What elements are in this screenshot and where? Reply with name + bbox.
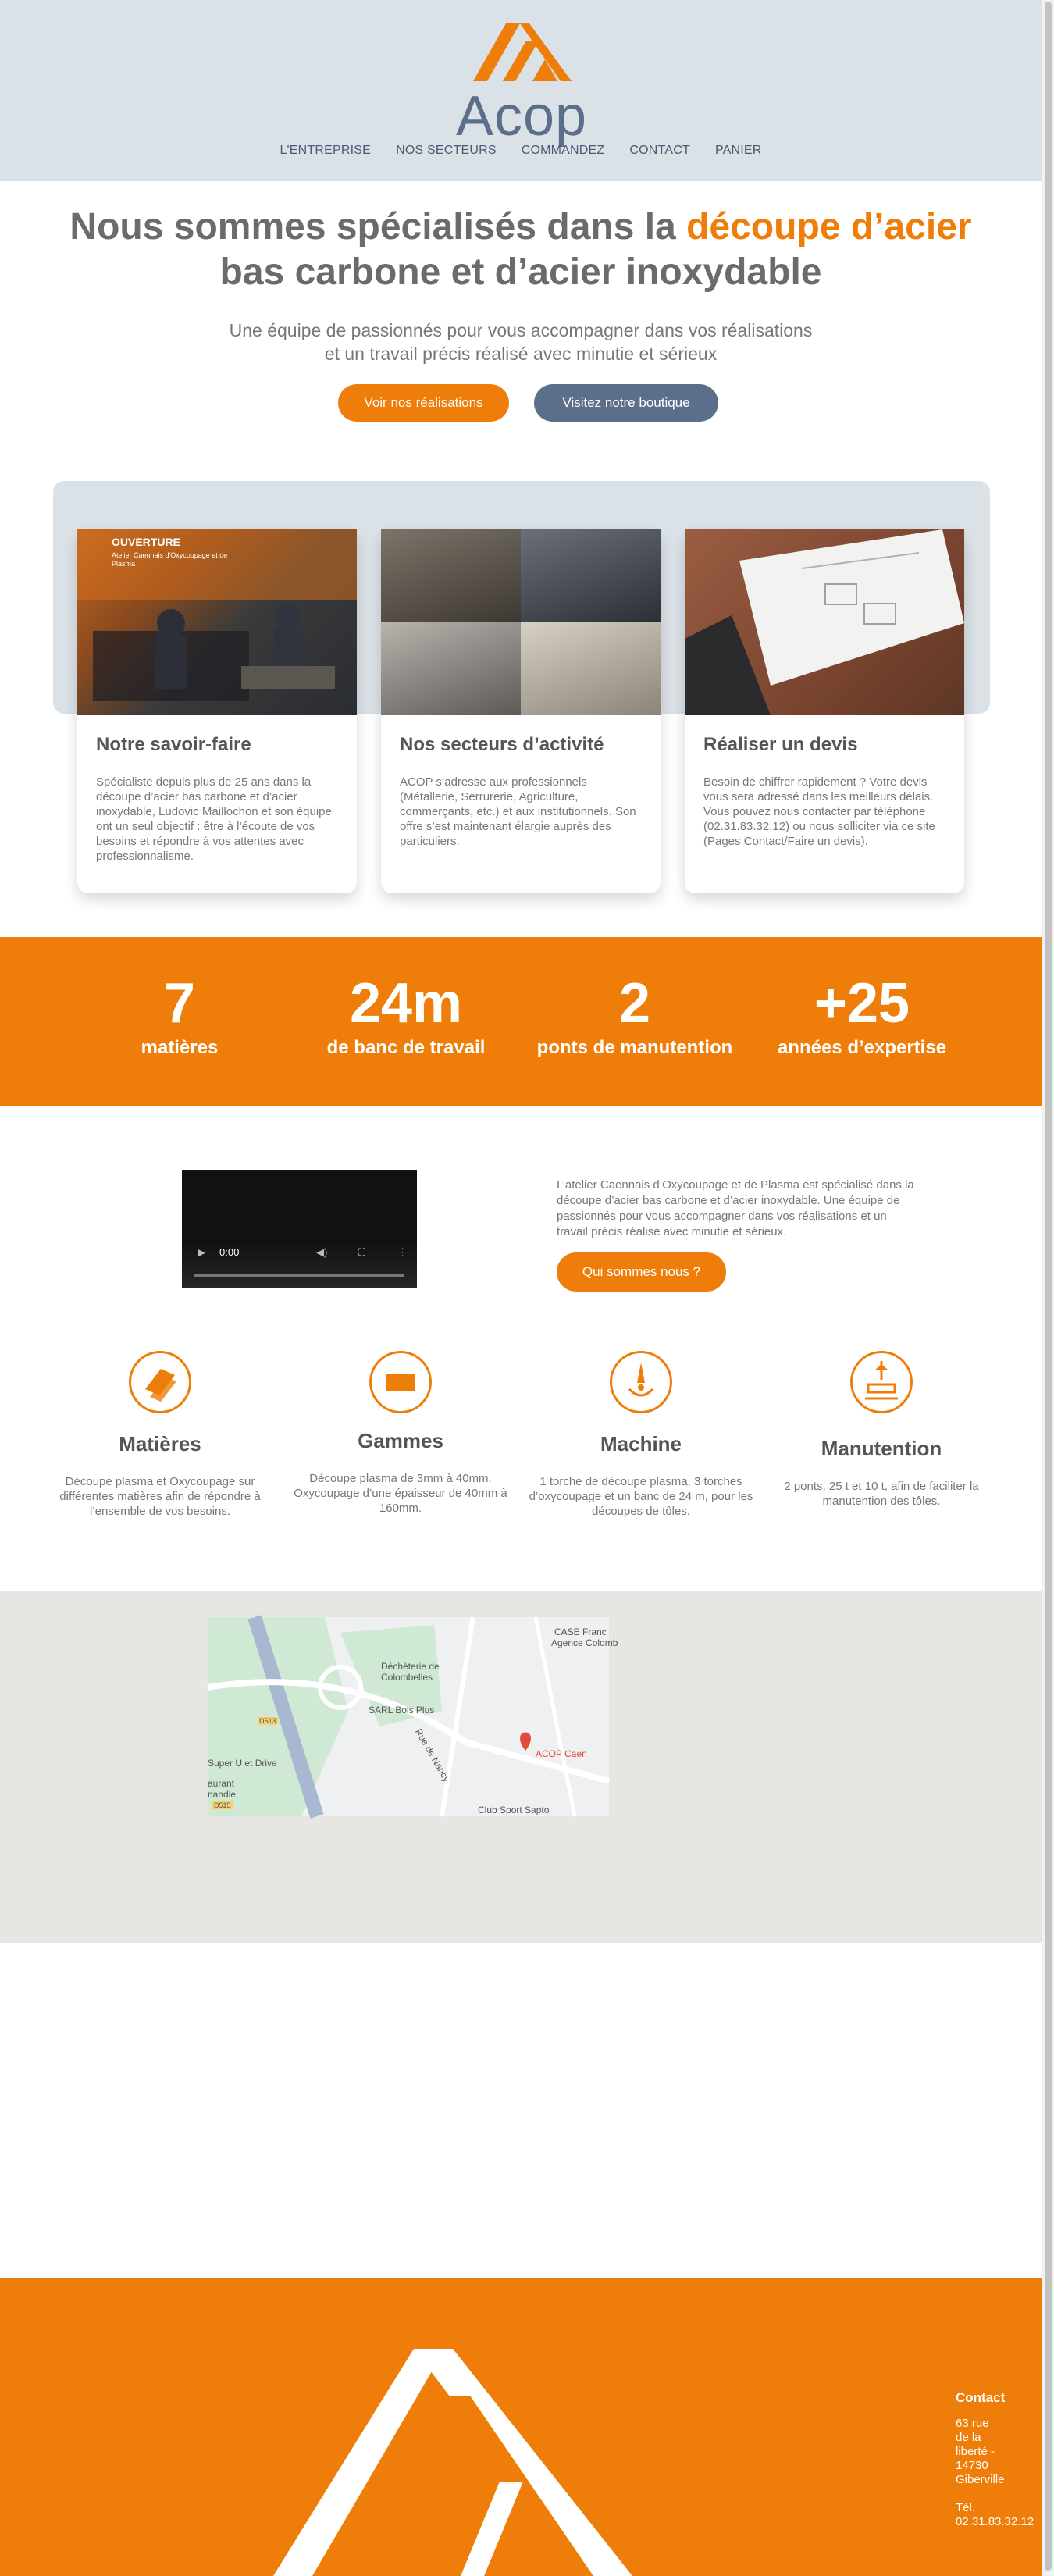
sectors-collage-image [381, 529, 661, 715]
video-player[interactable] [182, 1170, 417, 1288]
map-label: CASE Franc [554, 1626, 607, 1637]
feature-machine [524, 1351, 758, 1523]
map-label: Super U et Drive [208, 1758, 277, 1769]
stat-label: de banc de travail [326, 1037, 486, 1058]
feature-gammes [283, 1351, 518, 1523]
stat-number: 7 [163, 972, 196, 1035]
sheets-icon [129, 1351, 191, 1413]
stat-banc [289, 971, 523, 1059]
map-label: Rue de Nancy [412, 1726, 453, 1784]
card-text: Besoin de chiffrer rapidement ? Votre devis vous sera adressé dans les meilleurs délais. Vous pouvez nous contacter par téléphone (02.31.83.32.12) ou nous solliciter via ce site (Pages Contact/Faire un devis). [703, 775, 935, 848]
card-title: Nos secteurs d’activité [400, 734, 604, 755]
card-text: ACOP s’adresse aux professionnels (Métallerie, Serrurerie, Agriculture, commerçants, etc.) et aux institutionnels. Son offre s’est maintenant élargie auprès des particuliers. [400, 775, 636, 848]
footer-contact [956, 2389, 1034, 2529]
map-label: Agence Colomb [551, 1637, 618, 1648]
map-label: aurant [208, 1778, 235, 1789]
acop-logo[interactable] [428, 12, 615, 148]
feature-title: Machine [600, 1432, 682, 1455]
logo-mark-icon [428, 12, 615, 91]
realisations-button[interactable]: Voir nos réalisations [338, 384, 509, 422]
stat-label: ponts de manutention [536, 1037, 733, 1058]
more-options-icon[interactable]: ⋮ [397, 1246, 408, 1258]
main-nav [0, 144, 1042, 158]
feature-text: Découpe plasma de 3mm à 40mm. Oxycoupage d’une épaisseur de 40mm à 160mm. [294, 1472, 507, 1515]
stat-number: 2 [618, 972, 651, 1035]
fullscreen-icon[interactable]: ⛶ [358, 1246, 366, 1258]
logo-text: Acop [455, 85, 588, 148]
image-caption-2: Atelier Caennais d'Oxycoupage et de Plasma [112, 551, 228, 568]
hero-subtitle-line2: et un travail précis réalisé avec minutie et sérieux [324, 344, 718, 364]
crane-icon [850, 1351, 913, 1413]
stat-label: matières [141, 1037, 219, 1058]
hero-title-line2: bas carbone et d’acier inoxydable [219, 251, 822, 293]
feature-text: 1 torche de découpe plasma, 3 torches d’oxycoupage et un banc de 24 m, pour les découpes de tôles. [529, 1475, 753, 1518]
play-icon[interactable]: ▶ [198, 1246, 205, 1258]
card-savoir-faire[interactable] [77, 529, 357, 893]
site-header [0, 0, 1042, 181]
map-label: D515 [214, 1801, 231, 1809]
card-secteurs[interactable] [381, 529, 661, 893]
nav-item-commandez[interactable]: COMMANDEZ [521, 144, 605, 157]
torch-icon [610, 1351, 672, 1413]
map-label: ACOP Caen [536, 1748, 587, 1759]
map-label: D513 [259, 1717, 276, 1725]
stat-label: années d’expertise [777, 1037, 947, 1058]
feature-manutention [764, 1351, 999, 1523]
footer-logo-mark-icon [265, 2278, 812, 2576]
hero-title [0, 205, 1042, 295]
boutique-button[interactable]: Visitez notre boutique [534, 384, 718, 422]
nav-item-secteurs[interactable]: NOS SECTEURS [396, 144, 497, 157]
hero-title-accent: découpe d’acier [686, 206, 972, 248]
stat-matieres [62, 971, 297, 1059]
hero-subtitle [0, 319, 1042, 365]
map-label: Déchèterie de [381, 1661, 440, 1672]
map-label: Club Sport Sapto [478, 1805, 550, 1815]
card-devis[interactable] [685, 529, 964, 893]
stat-expertise [745, 971, 979, 1059]
feature-title: Gammes [358, 1429, 443, 1452]
stat-ponts [518, 971, 752, 1059]
plate-icon [369, 1351, 432, 1413]
image-caption: OUVERTURE [112, 536, 180, 548]
card-title: Réaliser un devis [703, 734, 858, 755]
map-label: SARL Bois Plus [369, 1705, 435, 1716]
video-progress-track[interactable] [194, 1274, 404, 1277]
video-controls [182, 1242, 417, 1288]
nav-item-entreprise[interactable]: L'ENTREPRISE [280, 144, 372, 157]
feature-title: Manutention [821, 1437, 942, 1460]
volume-icon[interactable]: ◀) [316, 1246, 328, 1258]
hero-title-part1: Nous sommes spécialisés dans la [69, 206, 687, 248]
footer-contact-title: Contact [956, 2390, 1006, 2405]
workshop-image [77, 529, 357, 715]
feature-title: Matières [119, 1432, 201, 1455]
nav-item-panier[interactable]: PANIER [714, 144, 762, 157]
stat-number: +25 [814, 972, 910, 1035]
site-footer [0, 2278, 1042, 2576]
feature-text: 2 ponts, 25 t et 10 t, afin de faciliter la manutention des tôles. [784, 1480, 979, 1508]
about-text: L’atelier Caennais d’Oxycoupage et de Plasma est spécialisé dans la découpe d’acier bas carbone et d’acier inoxydable. Une équipe de passionnés pour vous accompagner dans vos réalisations et un travail précis réalisé avec minutie et sérieux. [557, 1178, 914, 1238]
feature-matieres [43, 1351, 277, 1523]
nav-item-contact[interactable]: CONTACT [629, 144, 690, 157]
map-label: Colombelles [381, 1672, 433, 1683]
scrollbar-thumb[interactable] [1045, 2, 1052, 2571]
map-section [0, 1591, 1042, 1943]
card-text: Spécialiste depuis plus de 25 ans dans la découpe d’acier bas carbone et d’acier inoxydable, Ludovic Maillochon et son équipe ont un seul objectif : être à l’écoute de vos besoins et répondre à vos attentes avec professionnalisme. [96, 775, 332, 863]
footer-phone[interactable]: Tél. 02.31.83.32.12 [956, 2501, 1034, 2528]
hero-subtitle-line1: Une équipe de passionnés pour vous accompagner dans vos réalisations [229, 320, 813, 340]
footer-address: 63 rue de la liberté - 14730 Giberville [956, 2417, 1005, 2486]
video-time: 0:00 [219, 1246, 240, 1258]
google-map[interactable] [208, 1617, 618, 1816]
feature-text: Découpe plasma et Oxycoupage sur différentes matières afin de répondre à l’ensemble de vos besoins. [59, 1475, 261, 1518]
map-label: nandie [208, 1789, 237, 1800]
stats-band [0, 937, 1042, 1106]
about-button[interactable]: Qui sommes nous ? [557, 1252, 726, 1292]
notebook-image [685, 529, 964, 715]
card-title: Notre savoir-faire [96, 734, 251, 755]
scrollbar[interactable] [1042, 0, 1054, 2576]
stat-number: 24m [349, 972, 463, 1035]
